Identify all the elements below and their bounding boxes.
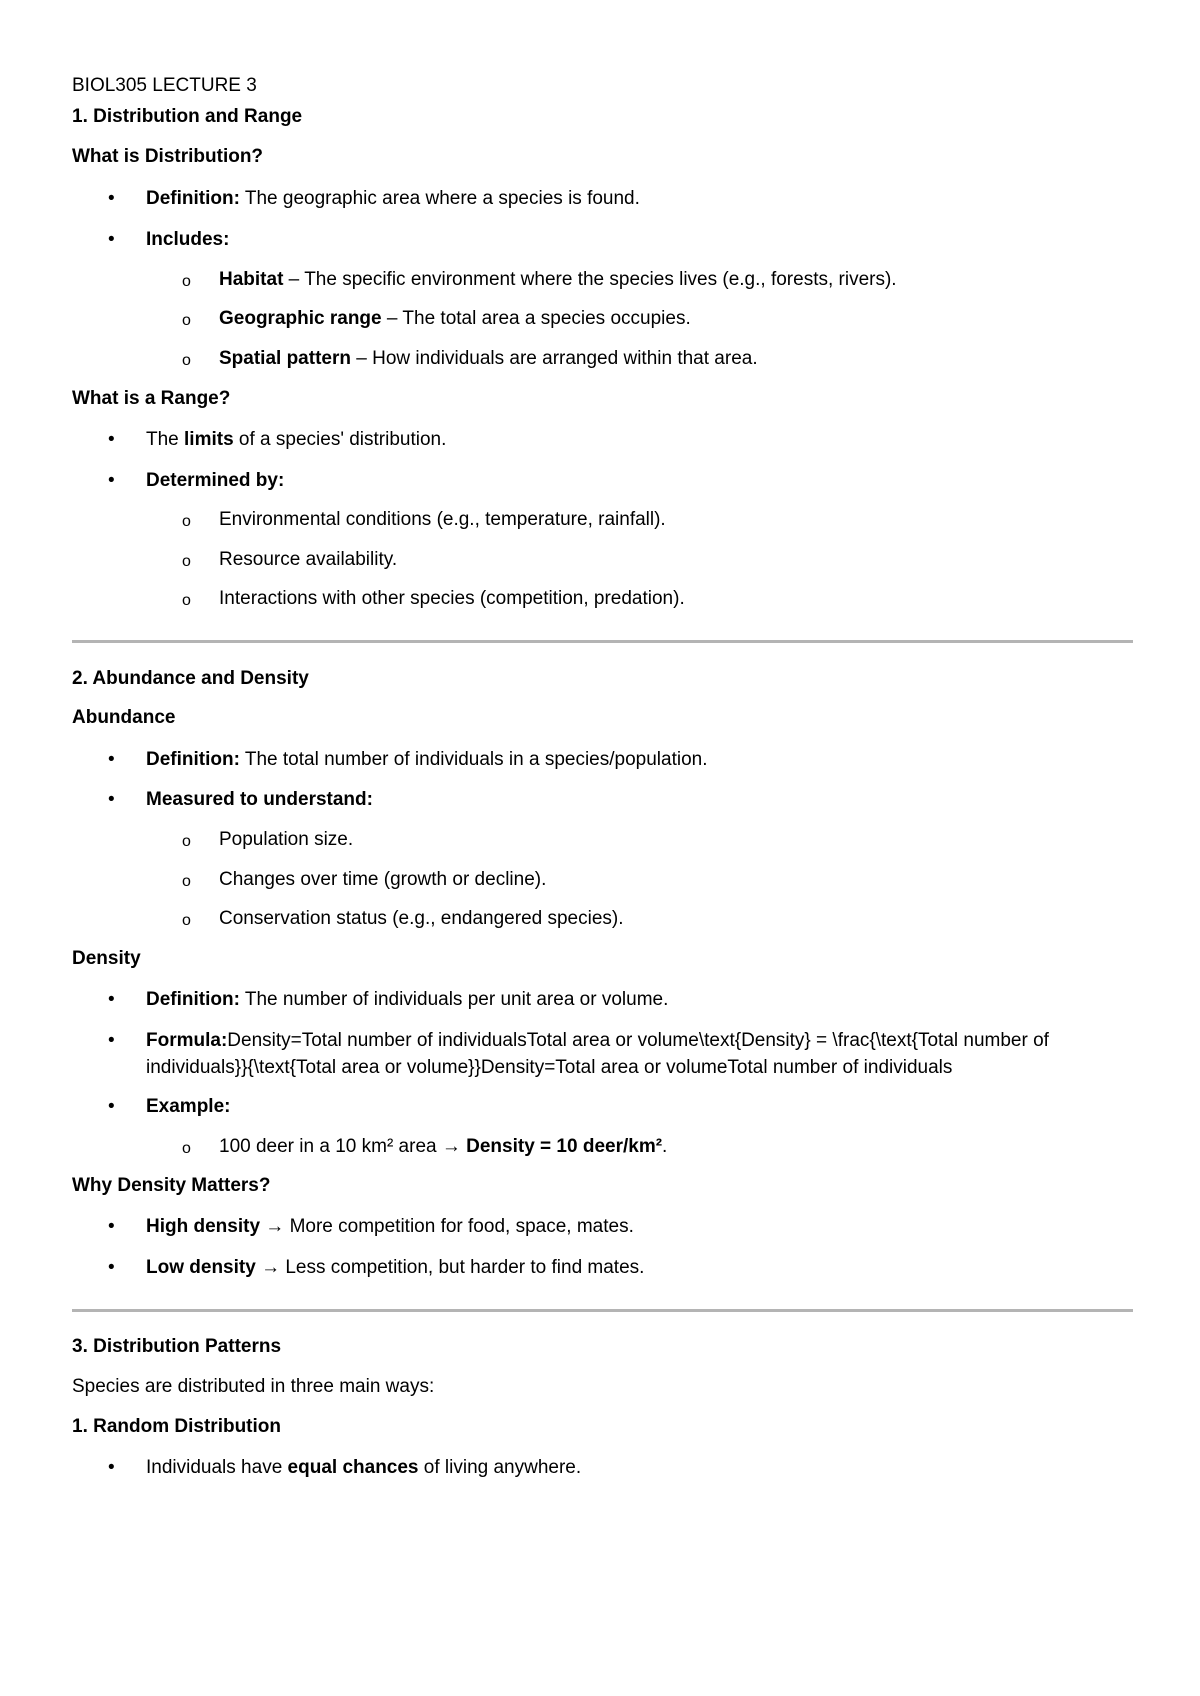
measured-item: Changes over time (growth or decline).	[219, 869, 547, 890]
range-bold: limits	[184, 429, 234, 450]
high-density-label: High density	[146, 1216, 261, 1237]
low-density-label: Low density	[146, 1257, 256, 1278]
disc-bullet-icon: •	[108, 1096, 115, 1117]
include-term: Habitat	[219, 269, 284, 290]
includes-label: Includes:	[146, 229, 230, 250]
include-item-pattern	[219, 345, 758, 372]
circle-bullet-icon: o	[182, 873, 191, 890]
definition-label: Definition:	[146, 749, 240, 770]
include-item-habitat	[219, 266, 897, 293]
definition-text: The geographic area where a species is found.	[239, 188, 640, 209]
range-pre: The	[146, 429, 185, 450]
determined-item: Environmental conditions (e.g., temperature, rainfall).	[219, 509, 666, 530]
circle-bullet-icon: o	[182, 553, 191, 570]
measured-item: Conservation status (e.g., endangered species).	[219, 908, 624, 929]
disc-bullet-icon: •	[108, 749, 115, 770]
low-density-item	[146, 1254, 644, 1281]
measured-label: Measured to understand:	[146, 789, 373, 810]
circle-bullet-icon: o	[182, 312, 191, 329]
range-post: of a species' distribution.	[233, 429, 447, 450]
disc-bullet-icon: •	[108, 789, 115, 810]
disc-bullet-icon: •	[108, 989, 115, 1010]
section-3-heading: 3. Distribution Patterns	[72, 1336, 282, 1357]
circle-bullet-icon: o	[182, 833, 191, 850]
circle-bullet-icon: o	[182, 273, 191, 290]
random-distribution-heading: 1. Random Distribution	[72, 1416, 281, 1437]
circle-bullet-icon: o	[182, 592, 191, 609]
question-distribution: What is Distribution?	[72, 146, 264, 167]
random-pre: Individuals have	[146, 1457, 288, 1478]
section-divider	[72, 640, 1133, 643]
determined-item: Interactions with other species (competition, predation).	[219, 588, 685, 609]
definition-text: The number of individuals per unit area or volume.	[239, 989, 669, 1010]
example-label: Example:	[146, 1096, 231, 1117]
circle-bullet-icon: o	[182, 1140, 191, 1157]
high-density-item	[146, 1213, 634, 1240]
determined-item: Resource availability.	[219, 549, 398, 570]
section-2-heading: 2. Abundance and Density	[72, 668, 309, 689]
formula-text: Density=Total number of individualsTotal area or volume\text{Density} = \frac{\text{Total number of individuals}}{\text{Total area or volume}}Density=Total area or volumeTotal number of individuals	[146, 1030, 1049, 1078]
disc-bullet-icon: •	[108, 1030, 115, 1051]
disc-bullet-icon: •	[108, 188, 115, 209]
random-item	[146, 1454, 581, 1481]
definition-label: Definition:	[146, 989, 240, 1010]
example-pre: 100 deer in a 10 km² area →	[219, 1136, 467, 1157]
circle-bullet-icon: o	[182, 513, 191, 530]
section-1-heading: 1. Distribution and Range	[72, 106, 303, 127]
disc-bullet-icon: •	[108, 1457, 115, 1478]
disc-bullet-icon: •	[108, 229, 115, 250]
why-density-heading: Why Density Matters?	[72, 1175, 271, 1196]
circle-bullet-icon: o	[182, 352, 191, 369]
definition-text: The total number of individuals in a species/population.	[239, 749, 708, 770]
determined-label: Determined by:	[146, 470, 285, 491]
disc-bullet-icon: •	[108, 1216, 115, 1237]
high-density-text: → More competition for food, space, mates.	[260, 1216, 634, 1237]
density-heading: Density	[72, 948, 141, 969]
distribution-intro: Species are distributed in three main ways:	[72, 1376, 435, 1397]
range-limits-item	[146, 426, 446, 453]
measured-item: Population size.	[219, 829, 354, 850]
document-title: BIOL305 LECTURE 3	[72, 75, 257, 96]
definition-label: Definition:	[146, 188, 240, 209]
include-term: Geographic range	[219, 308, 382, 329]
include-text: – The specific environment where the species lives (e.g., forests, rivers).	[283, 269, 897, 290]
formula-label: Formula:	[146, 1030, 228, 1051]
formula-item	[146, 1027, 1131, 1081]
include-term: Spatial pattern	[219, 348, 351, 369]
include-text: – How individuals are arranged within that area.	[350, 348, 758, 369]
circle-bullet-icon: o	[182, 912, 191, 929]
abundance-definition	[146, 746, 708, 773]
random-bold: equal chances	[287, 1457, 419, 1478]
disc-bullet-icon: •	[108, 429, 115, 450]
random-post: of living anywhere.	[418, 1457, 582, 1478]
section-divider	[72, 1309, 1133, 1312]
density-definition	[146, 986, 668, 1013]
low-density-text: → Less competition, but harder to find mates.	[255, 1257, 645, 1278]
example-bold: Density = 10 deer/km²	[466, 1136, 663, 1157]
disc-bullet-icon: •	[108, 470, 115, 491]
disc-bullet-icon: •	[108, 1257, 115, 1278]
abundance-heading: Abundance	[72, 707, 176, 728]
include-text: – The total area a species occupies.	[381, 308, 691, 329]
include-item-range	[219, 305, 691, 332]
definition-item	[146, 185, 640, 212]
example-post: .	[662, 1136, 668, 1157]
example-item	[219, 1133, 667, 1160]
question-range: What is a Range?	[72, 388, 231, 409]
